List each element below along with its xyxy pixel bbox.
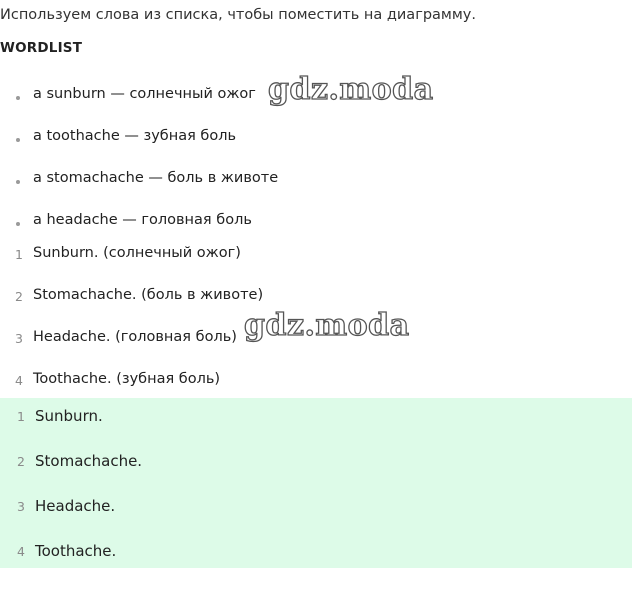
wordlist-item-text: a sunburn — солнечный ожог	[33, 86, 256, 102]
wordlist-item-text: a toothache — зубная боль	[33, 128, 237, 144]
item-number: 2	[15, 289, 23, 304]
intro-text: Используем слова из списка, чтобы поместить на диаграмму.	[0, 7, 476, 23]
answer-text: Stomachache.	[35, 452, 143, 470]
watermark: gdz.moda	[268, 72, 434, 107]
bullet-icon	[16, 222, 20, 226]
item-text: Toothache. (зубная боль)	[33, 371, 221, 387]
answer-item	[0, 542, 632, 587]
answer-text: Headache.	[35, 497, 116, 515]
wordlist-item	[0, 170, 632, 212]
answer-number: 2	[17, 454, 25, 469]
answer-box	[0, 398, 632, 568]
bullet-icon	[16, 96, 20, 100]
wordlist-item-text: a stomachache — боль в животе	[33, 170, 279, 186]
item-text: Headache. (головная боль)	[33, 329, 237, 345]
item-text: Stomachache. (боль в животе)	[33, 287, 264, 303]
item-text: Sunburn. (солнечный ожог)	[33, 245, 241, 261]
item-number: 1	[15, 247, 23, 262]
answer-text: Toothache.	[35, 542, 117, 560]
list-item	[0, 245, 632, 287]
answer-number: 3	[17, 499, 25, 514]
answer-text: Sunburn.	[35, 407, 103, 425]
wordlist-item	[0, 128, 632, 170]
wordlist-title: WORDLIST	[0, 40, 83, 56]
bullet-icon	[16, 138, 20, 142]
answer-number: 1	[17, 409, 25, 424]
wordlist-item-text: a headache — головная боль	[33, 212, 252, 228]
answer-number: 4	[17, 544, 25, 559]
watermark: gdz.moda	[244, 308, 410, 343]
answer-item	[0, 452, 632, 497]
item-number: 3	[15, 331, 23, 346]
bullet-icon	[16, 180, 20, 184]
answer-item	[0, 497, 632, 542]
answer-item	[0, 407, 632, 452]
wordlist	[0, 86, 632, 254]
item-number: 4	[15, 373, 23, 388]
